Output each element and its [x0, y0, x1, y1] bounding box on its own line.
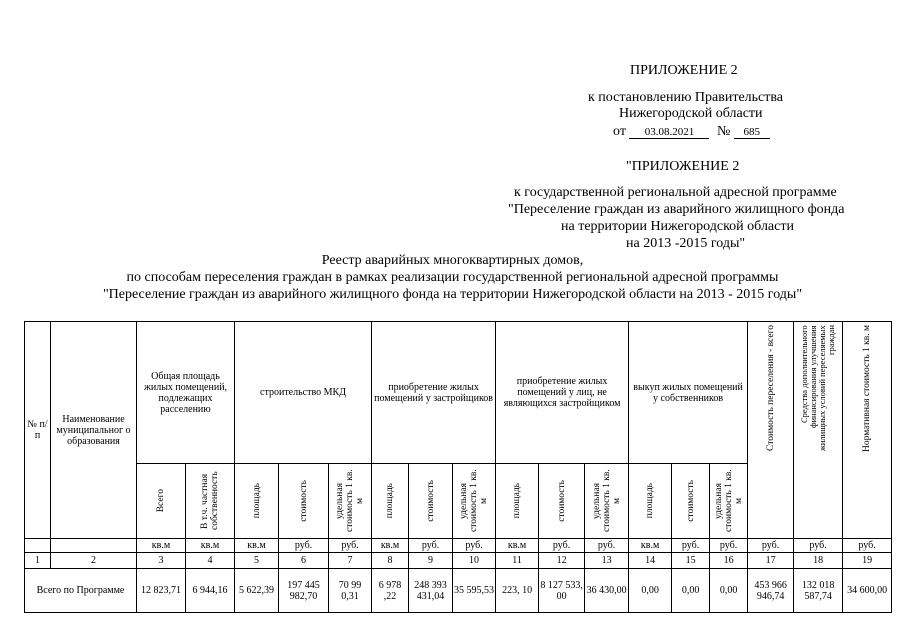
subheader-private-cell: [186, 464, 235, 539]
total-value: 35 595,53: [453, 569, 496, 613]
total-row: [25, 569, 892, 613]
register-title-line-1: Реестр аварийных многоквартирных домов,: [321, 253, 584, 268]
total-value: 0,00: [629, 569, 672, 613]
subheader-total: Всего: [156, 489, 166, 513]
subheader-construction-cost: стоимость: [298, 480, 309, 522]
column-number: 17: [748, 553, 794, 569]
subheader-dev-area: площадь: [385, 483, 396, 519]
number-prefix: №: [716, 124, 731, 139]
unit-cell: руб.: [710, 539, 748, 553]
total-value: 34 600,00: [843, 569, 892, 613]
total-row-label: Всего по Программе: [25, 569, 137, 613]
unit-cell: руб.: [672, 539, 710, 553]
subheader-dev-cost: стоимость: [425, 480, 436, 522]
column-number: 19: [843, 553, 892, 569]
total-value: 12 823,71: [137, 569, 186, 613]
column-number: 2: [51, 553, 137, 569]
column-number: 5: [235, 553, 279, 569]
unit-cell: руб.: [539, 539, 585, 553]
column-number: 11: [496, 553, 539, 569]
total-value: 453 966 946,74: [748, 569, 794, 613]
column-number: 16: [710, 553, 748, 569]
header-purchase-non-developers: приобретение жилых помещений у лиц, не являющихся застройщиком: [496, 322, 629, 464]
header-additional-funds-cell: [794, 322, 843, 539]
decree-line-2: Нижегородской области: [619, 106, 763, 121]
unit-cell: руб.: [748, 539, 794, 553]
total-value: 6 944,16: [186, 569, 235, 613]
column-number: 8: [372, 553, 409, 569]
subheader-cost-cell: [539, 464, 585, 539]
column-number: 1: [25, 553, 51, 569]
header-num: № п/п: [25, 322, 51, 539]
column-number: 7: [329, 553, 372, 569]
subheader-area-cell: [629, 464, 672, 539]
column-number: 4: [186, 553, 235, 569]
total-value: 223, 10: [496, 569, 539, 613]
subheader-area-cell: [496, 464, 539, 539]
subheader-buyout-area: площадь: [645, 483, 656, 519]
header-additional-funds: Средства дополнительного финансирования улучшения жилищных условий переселяемых граждан: [799, 325, 837, 451]
unit-cell: руб.: [843, 539, 892, 553]
unit-cell: руб.: [794, 539, 843, 553]
subheader-unit-cost-cell: [585, 464, 629, 539]
subheader-unit-cost-cell: [710, 464, 748, 539]
unit-cell: руб.: [585, 539, 629, 553]
decree-date: 03.08.2021: [629, 126, 709, 139]
register-title-line-2: по способам переселения граждан в рамках реализации государственной региональной адресной программы: [126, 270, 779, 285]
total-value: 0,00: [672, 569, 710, 613]
unit-cell: кв.м: [372, 539, 409, 553]
header-purchase-developers: приобретение жилых помещений у застройщиков: [372, 322, 496, 464]
register-table: [24, 321, 892, 613]
decree-date-line: [613, 123, 770, 140]
column-number: 14: [629, 553, 672, 569]
header-municipality: Наименование муниципальног о образования: [51, 322, 137, 539]
appendix-title: ПРИЛОЖЕНИЕ 2: [630, 63, 738, 78]
subheader-dev-unit-cost: удельная стоимость 1 кв. м: [459, 469, 490, 533]
header-norm-cost-cell: [843, 322, 892, 539]
header-relocation-cost-cell: [748, 322, 794, 539]
total-value: 0,00: [710, 569, 748, 613]
column-number: 9: [409, 553, 453, 569]
unit-cell: руб.: [453, 539, 496, 553]
unit-cell: кв.м: [186, 539, 235, 553]
column-number: 3: [137, 553, 186, 569]
total-value: 36 430,00: [585, 569, 629, 613]
subheader-nondev-area: площадь: [512, 483, 523, 519]
column-number: 15: [672, 553, 710, 569]
header-construction: строительство МКД: [235, 322, 372, 464]
total-value: 197 445 982,70: [279, 569, 329, 613]
header-row-groups: [25, 322, 892, 464]
subheader-unit-cost-cell: [329, 464, 372, 539]
register-title-line-3: "Переселение граждан из аварийного жилищного фонда на территории Нижегородской области на 2013 - 2015 годы": [102, 287, 803, 302]
column-number: 10: [453, 553, 496, 569]
date-prefix: от: [613, 124, 626, 139]
subheader-cost-cell: [409, 464, 453, 539]
subheader-area-cell: [235, 464, 279, 539]
unit-cell: кв.м: [629, 539, 672, 553]
subheader-nondev-unit-cost: удельная стоимость 1 кв. м: [591, 469, 622, 533]
subheader-area-cell: [372, 464, 409, 539]
unit-cell-empty: [51, 539, 137, 553]
unit-cell: кв.м: [235, 539, 279, 553]
subheader-buyout-cost: стоимость: [685, 480, 696, 522]
subheader-unit-cost-cell: [453, 464, 496, 539]
units-row: [25, 539, 892, 553]
unit-cell: руб.: [279, 539, 329, 553]
program-line-1: к государственной региональной адресной программе: [514, 185, 837, 200]
header-total-area: Общая площадь жилых помещений, подлежащих расселению: [137, 322, 235, 464]
total-value: 8 127 533, 00: [539, 569, 585, 613]
program-line-2: "Переселение граждан из аварийного жилищного фонда: [508, 202, 845, 217]
unit-cell: руб.: [409, 539, 453, 553]
column-number: 13: [585, 553, 629, 569]
decree-number: 685: [734, 126, 770, 139]
subheader-construction-unit-cost: удельная стоимость 1 кв. м: [335, 469, 366, 533]
total-value: 132 018 587,74: [794, 569, 843, 613]
unit-cell: руб.: [329, 539, 372, 553]
program-line-3: на территории Нижегородской области: [561, 219, 794, 234]
subheader-construction-area: площадь: [251, 483, 262, 519]
header-buyout: выкуп жилых помещений у собственников: [629, 322, 748, 464]
unit-cell: кв.м: [137, 539, 186, 553]
total-value: 6 978 ,22: [372, 569, 409, 613]
column-number: 12: [539, 553, 585, 569]
decree-line-1: к постановлению Правительства: [588, 90, 784, 105]
column-number: 6: [279, 553, 329, 569]
subheader-cost-cell: [279, 464, 329, 539]
total-value: 70 99 0,31: [329, 569, 372, 613]
program-appendix-title: "ПРИЛОЖЕНИЕ 2: [626, 159, 740, 174]
subheader-cost-cell: [672, 464, 710, 539]
subheader-buyout-unit-cost: удельная стоимость 1 кв. м: [713, 469, 744, 533]
column-number: 18: [794, 553, 843, 569]
column-numbers-row: [25, 553, 892, 569]
header-norm-cost: Нормативная стоимость 1 кв. м: [862, 325, 873, 453]
program-line-4: на 2013 -2015 годы": [626, 236, 746, 251]
unit-cell: кв.м: [496, 539, 539, 553]
total-value: 5 622,39: [235, 569, 279, 613]
subheader-total-cell: [137, 464, 186, 539]
subheader-private: В т.ч. частная собственность: [200, 471, 220, 531]
total-value: 248 393 431,04: [409, 569, 453, 613]
subheader-nondev-cost: стоимость: [556, 480, 567, 522]
unit-cell-empty: [25, 539, 51, 553]
header-relocation-cost: Стоимость переселения - всего: [765, 325, 776, 451]
